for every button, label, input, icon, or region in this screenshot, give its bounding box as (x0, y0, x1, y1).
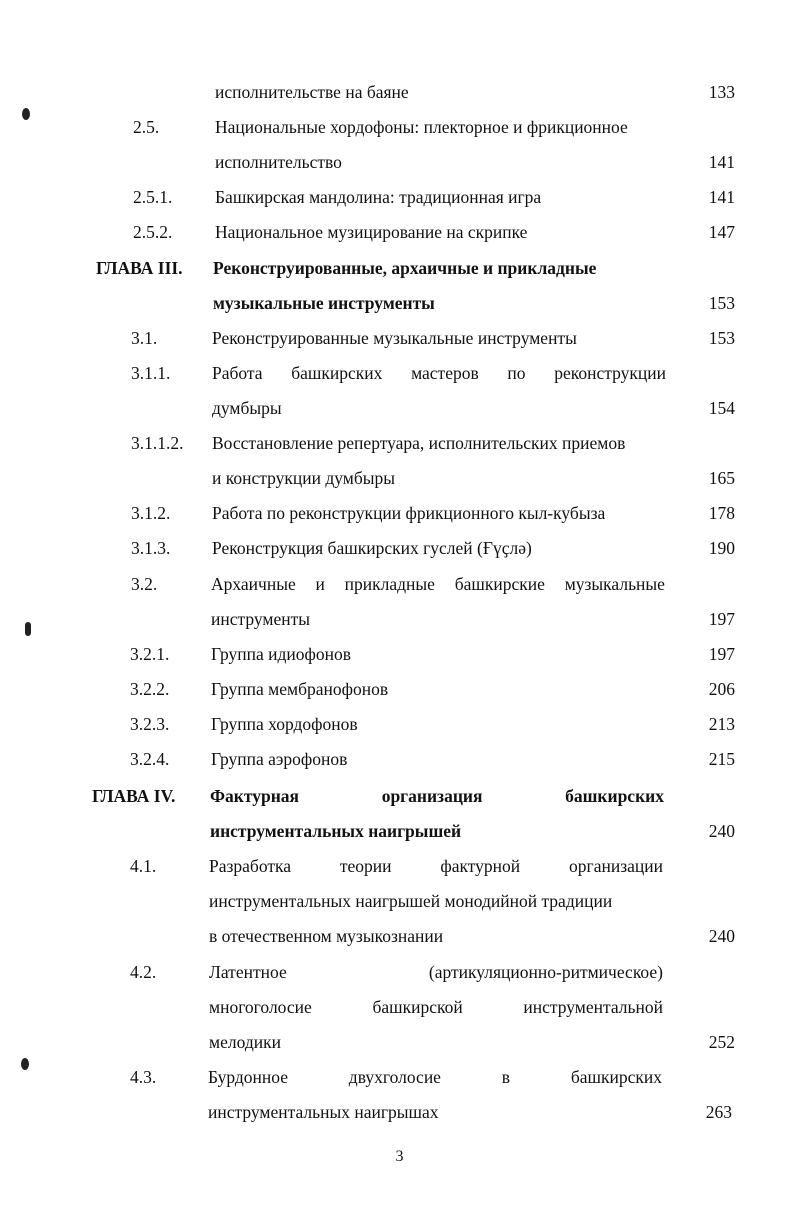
toc-page-number: 240 (708, 926, 735, 946)
toc-entry-title: Башкирская мандолина: традиционная игра (215, 187, 542, 207)
toc-section-number: 2.5. (133, 117, 160, 137)
toc-entry-title (212, 357, 666, 389)
toc-line (0, 322, 799, 354)
toc-entry-title (208, 1061, 662, 1093)
toc-line (0, 991, 799, 1023)
toc-word: (артикуляционно-ритмическое) (428, 962, 663, 982)
toc-page-number: 153 (708, 328, 735, 348)
toc-page-number: 165 (708, 468, 735, 488)
toc-chapter-number: ГЛАВА III. (96, 258, 183, 278)
toc-page-number: 133 (708, 82, 735, 102)
toc-page-number: 263 (705, 1102, 732, 1122)
toc-word: Латентное (209, 962, 287, 982)
toc-word: многоголосие (209, 997, 312, 1017)
toc-section-number: 3.2.2. (130, 679, 170, 699)
toc-page-number: 206 (708, 679, 735, 699)
toc-section-number: 3.1.1.2. (131, 433, 184, 453)
toc-line (0, 111, 799, 143)
toc-line (0, 1096, 799, 1128)
toc-word: и (315, 574, 325, 594)
toc-word: фактурной (440, 856, 521, 876)
toc-word: Работа (212, 363, 263, 383)
toc-word: башкирские (454, 574, 545, 594)
toc-page-number: 197 (708, 644, 735, 664)
toc-line (0, 638, 799, 670)
toc-section-number: 3.1.2. (131, 503, 171, 523)
toc-line (0, 462, 799, 494)
toc-section-number: 2.5.1. (133, 187, 173, 207)
page-number: 3 (395, 1148, 404, 1165)
toc-section-number: 3.2. (131, 574, 158, 594)
toc-section-number: 3.1.3. (131, 538, 171, 558)
toc-line (0, 673, 799, 705)
toc-line (0, 920, 799, 952)
toc-section-number: 4.1. (130, 856, 157, 876)
toc-entry-title: мелодики (209, 1032, 281, 1052)
toc-word: мастеров (411, 363, 479, 383)
toc-word: башкирских (291, 363, 383, 383)
toc-line (0, 956, 799, 988)
toc-entry-title: инструментальных наигрышей монодийной традиции (209, 891, 613, 911)
toc-entry-title: Группа аэрофонов (211, 749, 348, 769)
toc-entry-title: Реконструкция башкирских гуслей (Ғүҫлә) (212, 538, 532, 558)
toc-chapter-line (0, 780, 799, 812)
toc-word: теории (339, 856, 392, 876)
toc-word: музыкальные (564, 574, 665, 594)
toc-chapter-title: музыкальные инструменты (213, 293, 435, 313)
toc-section-number: 3.2.1. (130, 644, 170, 664)
toc-word: организация (381, 786, 483, 806)
toc-section-number: 3.2.3. (130, 714, 170, 734)
toc-line (0, 1061, 799, 1093)
toc-word: Архаичные (211, 574, 296, 594)
toc-entry-title (211, 568, 665, 600)
toc-entry-title: Восстановление репертуара, исполнительских приемов (212, 433, 626, 453)
toc-entry-title: в отечественном музыкознании (209, 926, 444, 946)
toc-section-number: 3.2.4. (130, 749, 170, 769)
toc-chapter-title: Реконструированные, архаичные и прикладные (213, 258, 597, 278)
toc-page-number: 213 (708, 714, 735, 734)
toc-line (0, 1026, 799, 1058)
toc-page-number: 154 (708, 398, 735, 418)
toc-line (0, 743, 799, 775)
toc-entry-title: инструменты (211, 609, 311, 629)
toc-entry-title (209, 991, 663, 1023)
toc-word: башкирских (565, 786, 664, 806)
toc-entry-title: Группа мембранофонов (211, 679, 389, 699)
toc-entry-title: исполнительстве на баяне (215, 82, 409, 102)
toc-word: двухголосие (348, 1067, 441, 1087)
toc-line (0, 216, 799, 248)
toc-entry-title: Реконструированные музыкальные инструменты (212, 328, 577, 348)
toc-line (0, 146, 799, 178)
toc-word: по (507, 363, 526, 383)
toc-entry-title: и конструкции думбыры (212, 468, 396, 488)
toc-line (0, 497, 799, 529)
toc-section-number: 4.3. (130, 1067, 157, 1087)
toc-entry-title: Работа по реконструкции фрикционного кыл-кубыза (212, 503, 606, 523)
toc-page-number: 178 (708, 503, 735, 523)
toc-chapter-number: ГЛАВА IV. (92, 786, 176, 806)
toc-entry-title: инструментальных наигрышах (208, 1102, 439, 1122)
toc-line (0, 181, 799, 213)
toc-word: башкирской (372, 997, 463, 1017)
toc-page-number: 153 (708, 293, 735, 313)
toc-word: Бурдонное (208, 1067, 288, 1087)
toc-entry-title: думбыры (212, 398, 282, 418)
toc-line (0, 392, 799, 424)
toc-entry-title: Группа идиофонов (211, 644, 352, 664)
toc-chapter-title: инструментальных наигрышей (210, 821, 462, 841)
toc-page-number: 190 (708, 538, 735, 558)
toc-entry-title (209, 850, 663, 882)
toc-line (0, 287, 799, 319)
toc-page-number: 141 (708, 187, 735, 207)
toc-word: башкирских (570, 1067, 662, 1087)
toc-word: организации (569, 856, 663, 876)
toc-page-number: 252 (708, 1032, 735, 1052)
toc-line (0, 532, 799, 564)
toc-entry-title: исполнительство (215, 152, 342, 172)
toc-word: инструментальной (523, 997, 663, 1017)
toc-entry-title: Национальное музицирование на скрипке (215, 222, 528, 242)
toc-section-number: 3.1.1. (131, 363, 171, 383)
toc-page-number: 141 (708, 152, 735, 172)
toc-page-number: 197 (708, 609, 735, 629)
toc-line (0, 708, 799, 740)
toc-entry-title (209, 956, 663, 988)
toc-entry-title: Группа хордофонов (211, 714, 358, 734)
toc-chapter-line (0, 252, 799, 284)
toc-line (0, 815, 799, 847)
toc-word: Разработка (209, 856, 292, 876)
toc-word: прикладные (344, 574, 435, 594)
toc-word: реконструкции (554, 363, 666, 383)
toc-page-number: 215 (708, 749, 735, 769)
toc-chapter-title (210, 780, 664, 812)
toc-line (0, 357, 799, 389)
toc-line (0, 603, 799, 635)
toc-page-number: 240 (708, 821, 735, 841)
toc-word: Фактурная (210, 786, 300, 806)
toc-line (0, 885, 799, 917)
toc-line (0, 850, 799, 882)
toc-entry-title: Национальные хордофоны: плекторное и фрикционное (215, 117, 628, 137)
toc-line (0, 427, 799, 459)
toc-section-number: 4.2. (130, 962, 157, 982)
toc-line (0, 568, 799, 600)
toc-word: в (501, 1067, 511, 1087)
toc-line (0, 76, 799, 108)
toc-page-number: 147 (708, 222, 735, 242)
toc-section-number: 2.5.2. (133, 222, 173, 242)
toc-section-number: 3.1. (131, 328, 158, 348)
